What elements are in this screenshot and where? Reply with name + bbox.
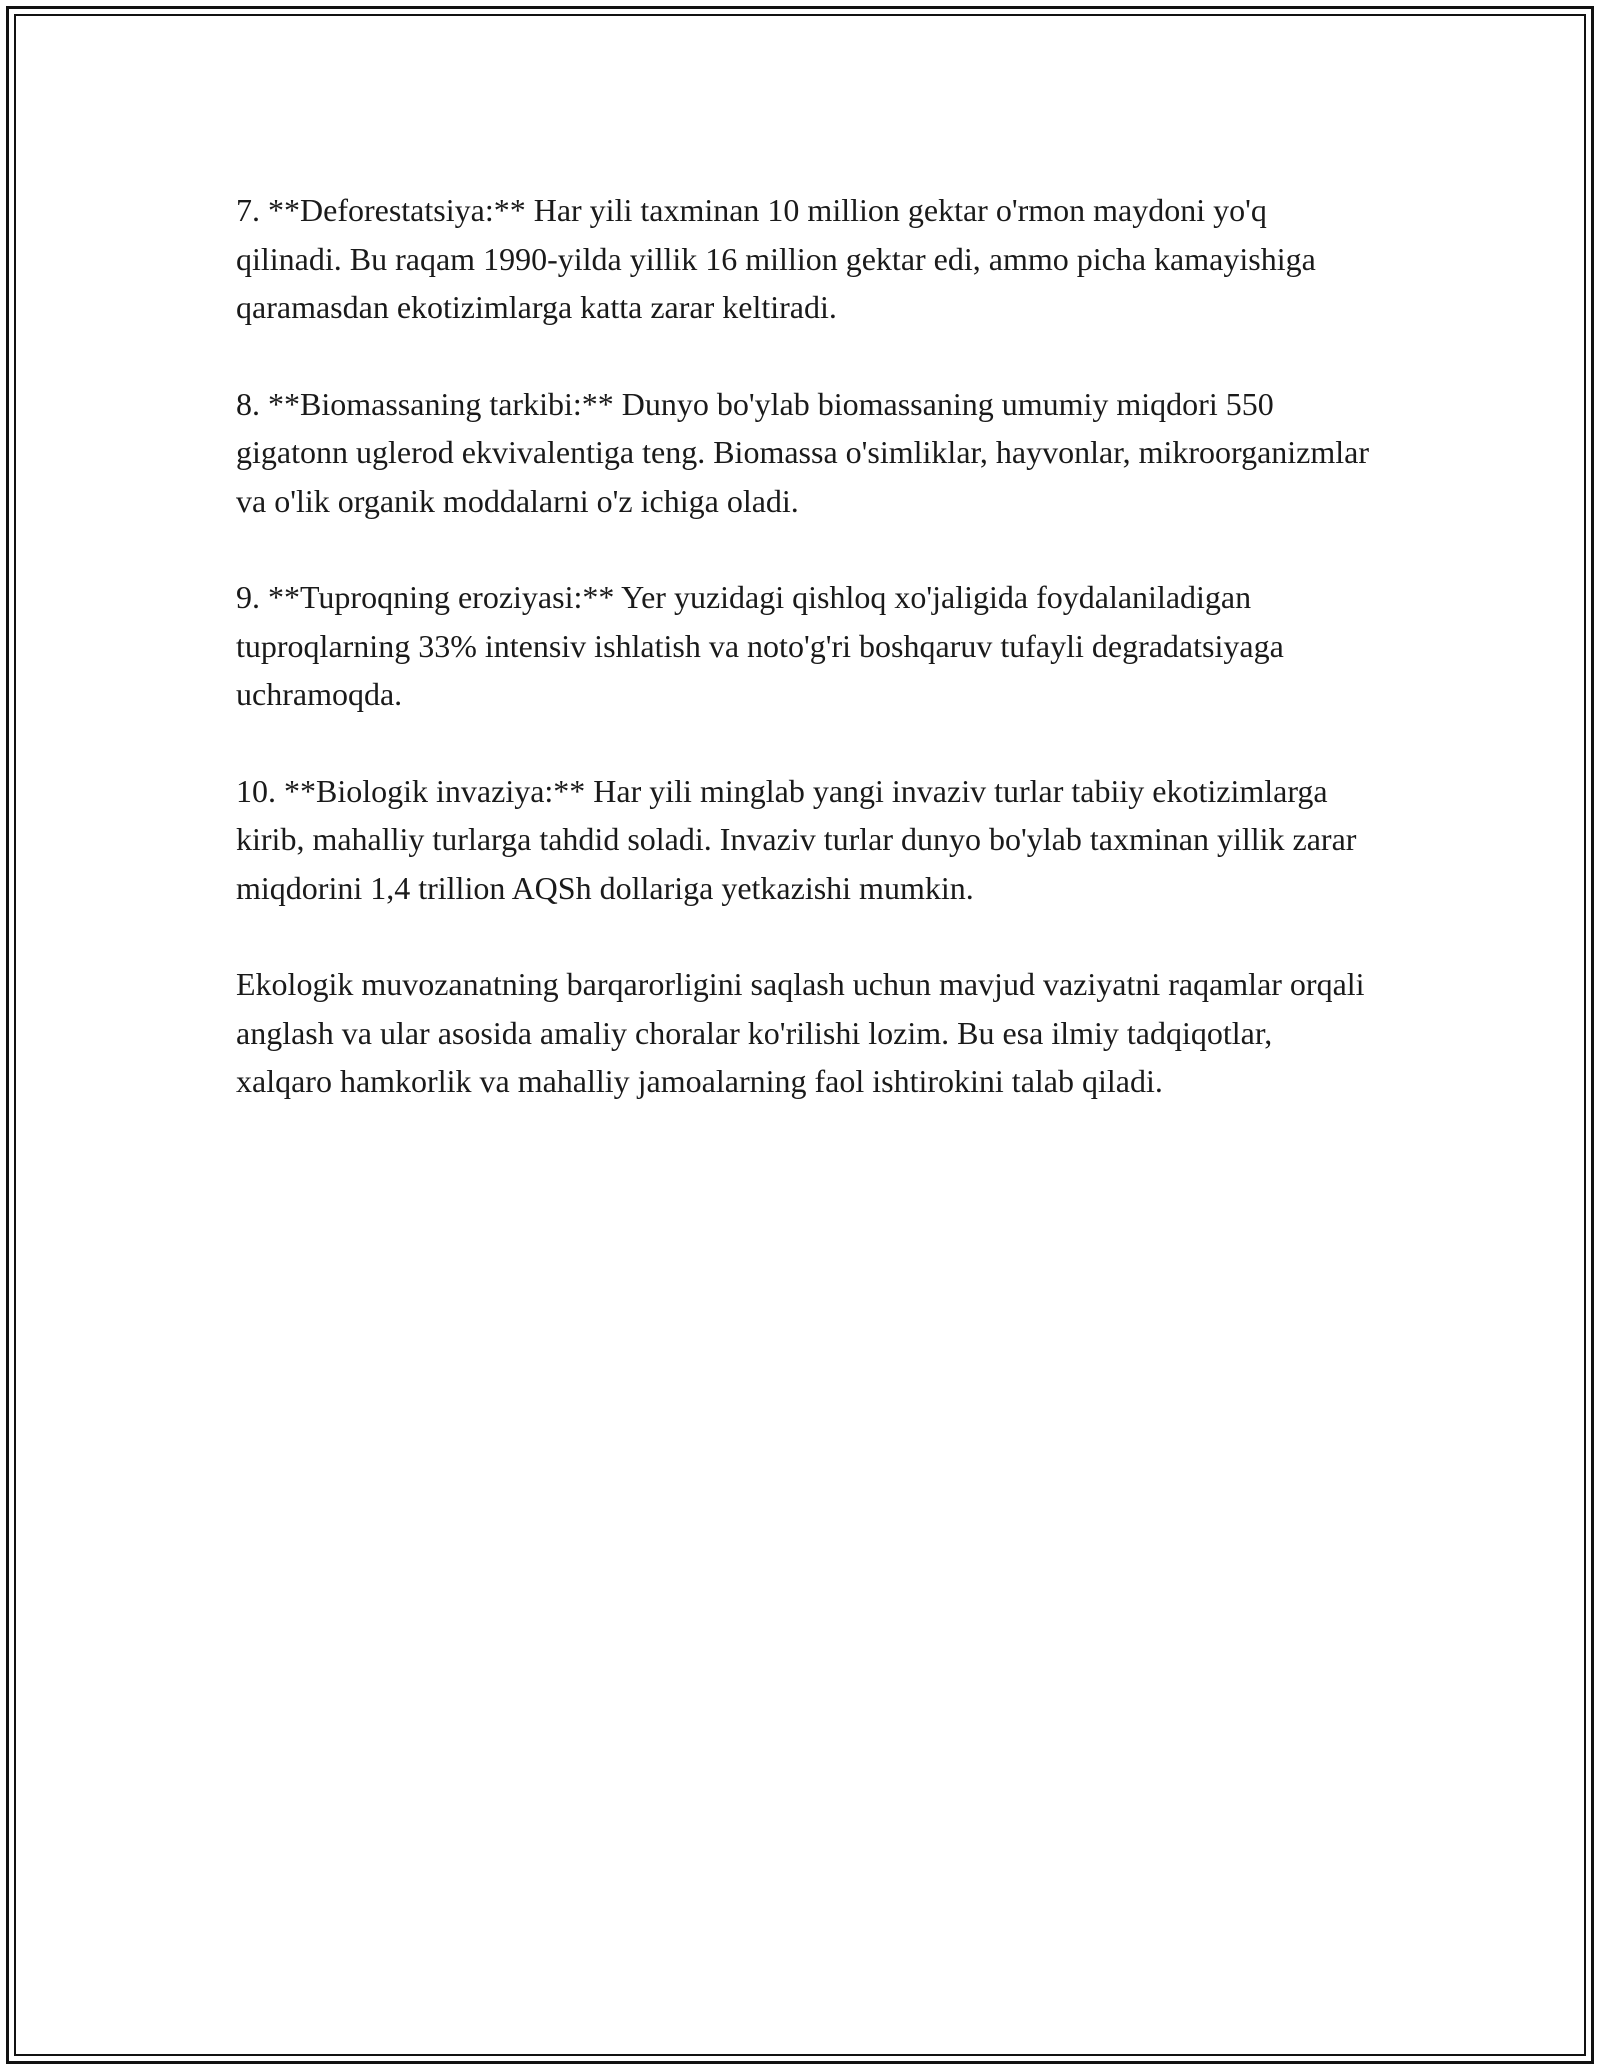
paragraph-deforestation: 7. **Deforestatsiya:** Har yili taxminan 10 million gektar o'rmon maydoni yo'q qilinadi. Bu raqam 1990-yilda yillik 16 million gektar edi, ammo picha kamayishiga qaramasdan ekotizimlarga katta zarar keltiradi. (236, 192, 1316, 325)
document-body (236, 186, 1376, 1154)
paragraph-soil-erosion: 9. **Tuproqning eroziyasi:** Yer yuzidagi qishloq xo'jaligida foydalaniladigan tuproqlarning 33% intensiv ishlatish va noto'g'ri boshqaruv tufayli degradatsiyaga uchramoqda. (236, 579, 1284, 712)
paragraph-conclusion: Ekologik muvozanatning barqarorligini saqlash uchun mavjud vaziyatni raqamlar orqali anglash va ular asosida amaliy choralar ko'rilishi lozim. Bu esa ilmiy tadqiqotlar, xalqaro hamkorlik va mahalliy jamoalarning faol ishtirokini talab qiladi. (236, 966, 1365, 1099)
paragraph-biological-invasion: 10. **Biologik invaziya:** Har yili minglab yangi invaziv turlar tabiiy ekotizimlarga kirib, mahalliy turlarga tahdid soladi. Invaziv turlar dunyo bo'ylab taxminan yillik zarar miqdorini 1,4 trillion AQSh dollariga yetkazishi mumkin. (236, 772, 1357, 906)
paragraph-biomass: 8. **Biomassaning tarkibi:** Dunyo bo'ylab biomassaning umumiy miqdori 550 gigatonn uglerod ekvivalentiga teng. Biomassa o'simliklar, hayvonlar, mikroorganizmlar va o'lik organik moddalarni o'z ichiga oladi. (236, 385, 1370, 519)
